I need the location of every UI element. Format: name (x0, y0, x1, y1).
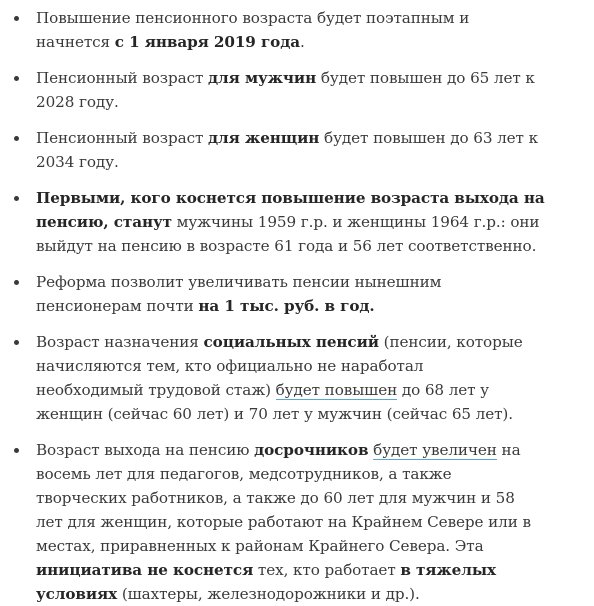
text-segment: будет повышен до 65 лет к (316, 69, 535, 87)
text-line (36, 378, 576, 402)
text-segment: Пенсионный возраст (36, 129, 209, 147)
text-line (36, 438, 576, 462)
text-line (36, 354, 576, 378)
list-item (36, 6, 576, 54)
text-segment: Возраст назначения (36, 333, 204, 351)
text-segment: женщин (сейчас 60 лет) и 70 лет у мужчин (сейчас 65 лет). (36, 405, 513, 423)
list-item (36, 438, 576, 606)
text-segment: начисляются тем, кто официально не наработал (36, 357, 424, 375)
text-segment: Пенсионный возраст (36, 69, 209, 87)
text-segment: тех, кто работает (253, 561, 401, 579)
bold-text: социальных пенсий (203, 333, 379, 351)
bullet-dot-icon (14, 340, 19, 345)
text-segment: местах, приравненных к районам Крайнего Севера. Эта (36, 537, 484, 555)
text-segment: . (299, 33, 305, 51)
text-line (36, 330, 576, 354)
bold-text: для женщин (208, 129, 320, 147)
text-segment: восемь лет для педагогов, медсотрудников, а также (36, 465, 452, 483)
bullet-dot-icon (14, 280, 19, 285)
text-segment: до 68 лет у (397, 381, 490, 399)
text-line (36, 234, 576, 258)
bullet-dot-icon (14, 76, 19, 81)
text-line (36, 186, 576, 210)
text-segment: пенсионерам почти (36, 297, 199, 315)
list-item (36, 126, 576, 174)
text-segment: Реформа позволит увеличивать пенсии нынешним (36, 273, 442, 291)
bullet-dot-icon (14, 448, 19, 453)
underlined-link[interactable]: будет увеличен (373, 441, 497, 459)
text-segment: необходимый трудовой стаж) (36, 381, 276, 399)
text-segment: выйдут на пенсию в возрасте 61 года и 56 лет соответственно. (36, 237, 537, 255)
bold-text: Первыми, кого коснется повышение возраста выхода на (36, 189, 545, 207)
bullet-dot-icon (14, 16, 19, 21)
bold-text: с 1 января 2019 года (114, 33, 300, 51)
bold-text: в тяжелых (400, 561, 496, 579)
text-segment: 2028 году. (36, 93, 119, 111)
text-line (36, 6, 576, 30)
bold-text: на 1 тыс. руб. в год. (198, 297, 375, 315)
text-segment: лет для женщин, которые работают на Крайнем Севере или в (36, 513, 531, 531)
text-line (36, 150, 576, 174)
list-item (36, 330, 576, 426)
text-line (36, 510, 576, 534)
text-segment: начнется (36, 33, 115, 51)
text-line (36, 270, 576, 294)
text-line (36, 462, 576, 486)
text-segment: мужчины 1959 г.р. и женщины 1964 г.р.: они (171, 213, 540, 231)
text-segment: (пенсии, которые (378, 333, 523, 351)
text-segment: будет повышен до 63 лет к (319, 129, 538, 147)
bold-text: инициатива не коснется (36, 561, 254, 579)
text-line (36, 66, 576, 90)
text-line (36, 210, 576, 234)
text-line (36, 486, 576, 510)
text-line (36, 582, 576, 606)
text-line (36, 558, 576, 582)
bold-text: досрочников (254, 441, 369, 459)
underlined-link[interactable]: будет повышен (275, 381, 398, 399)
text-segment: Возраст выхода на пенсию (36, 441, 255, 459)
list-item (36, 186, 576, 258)
text-line (36, 402, 576, 426)
text-line (36, 126, 576, 150)
text-line (36, 534, 576, 558)
bold-text: для мужчин (208, 69, 317, 87)
bullet-dot-icon (14, 136, 19, 141)
text-segment: 2034 году. (36, 153, 119, 171)
text-segment: Повышение пенсионного возраста будет поэтапным и (36, 9, 470, 27)
bold-text: условиях (36, 585, 118, 603)
text-line (36, 90, 576, 114)
text-segment: на (496, 441, 521, 459)
text-line (36, 30, 576, 54)
bullet-dot-icon (14, 196, 19, 201)
list-item (36, 66, 576, 114)
bold-text: пенсию, станут (36, 213, 172, 231)
text-segment: творческих работников, а также до 60 лет для мужчин и 58 (36, 489, 515, 507)
text-line (36, 294, 576, 318)
text-segment: (шахтеры, железнодорожники и др.). (117, 585, 420, 603)
list-item (36, 270, 576, 318)
